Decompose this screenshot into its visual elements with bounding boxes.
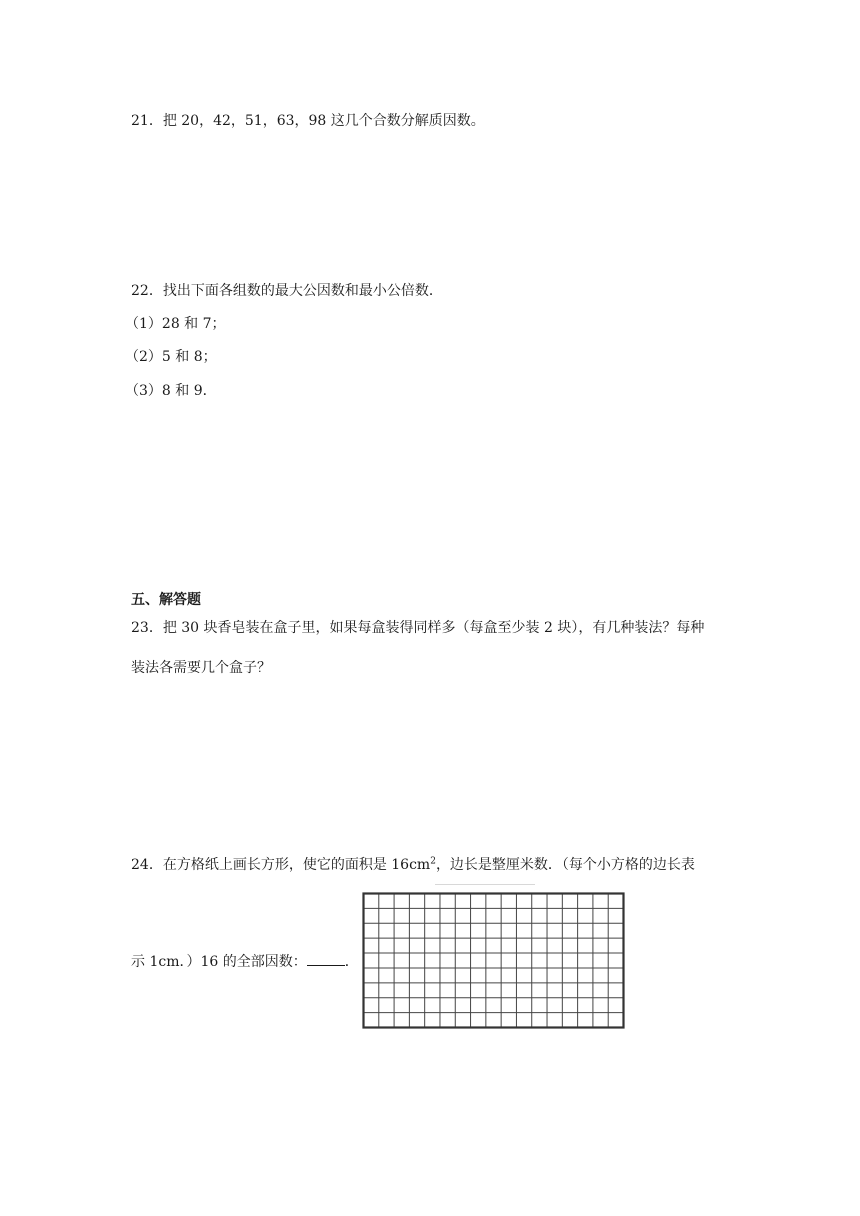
question-21: 21．把 20，42，51，63，98 这几个合数分解质因数。: [131, 113, 485, 129]
superscript: 2: [430, 856, 436, 867]
question-22-part-1: （1）28 和 7；: [125, 316, 226, 332]
question-22-part-3: （3）8 和 9．: [125, 383, 217, 399]
question-23-line-2: 装法各需要几个盒子？: [131, 660, 271, 676]
question-24-text-c: 示 1cm．）16 的全部因数：: [131, 954, 307, 970]
section-heading: 五、解答题: [131, 592, 201, 608]
question-24-text-b: ，边长是整厘米数．（每个小方格的边长表: [435, 857, 695, 873]
grid-border: [364, 894, 624, 1028]
question-24-text-a: 24．在方格纸上画长方形，使它的面积是 16cm: [131, 857, 431, 873]
question-22: 22．找出下面各组数的最大公因数和最小公倍数．: [131, 283, 443, 299]
question-24-line-2: [131, 952, 359, 972]
question-23-line-1: 23．把 30 块香皂装在盒子里，如果每盒装得同样多（每盒至少装 2 块），有几种装法？每种: [131, 620, 705, 636]
question-24-text-d: ．: [344, 954, 359, 970]
question-24-line-1: [131, 855, 695, 875]
answer-blank[interactable]: [307, 953, 345, 966]
question-22-part-2: （2）5 和 8；: [125, 349, 217, 365]
grid-top-mark: [435, 884, 535, 885]
grid-paper: [362, 892, 626, 1030]
